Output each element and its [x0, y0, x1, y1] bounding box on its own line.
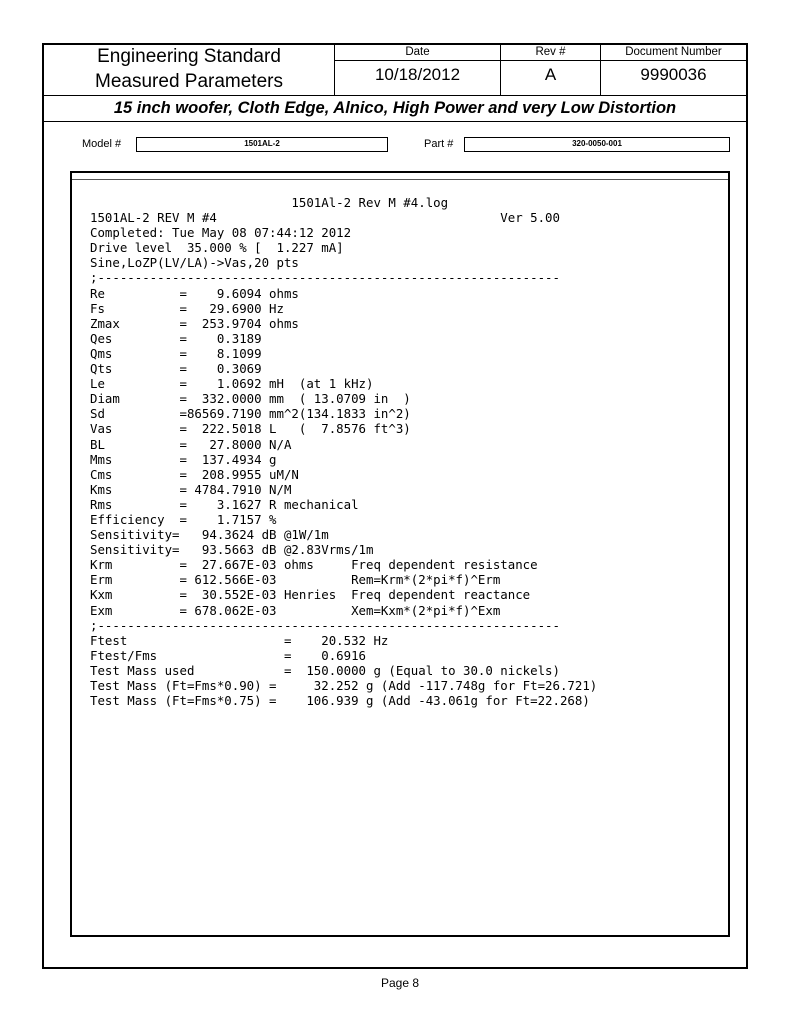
document-sheet — [42, 43, 748, 969]
log-line: Qts = 0.3069 — [90, 361, 262, 377]
part-label: Part # — [424, 138, 454, 150]
log-line: 1501Al-2 Rev M #4.log — [90, 195, 449, 210]
model-part-row — [44, 135, 746, 155]
log-line: Test Mass (Ft=Fms*0.75) = 106.939 g (Add -43.061g for Ft=22.268) — [90, 693, 590, 709]
log-line: Test Mass (Ft=Fms*0.90) = 32.252 g (Add -117.748g for Ft=26.721) — [90, 678, 598, 693]
log-line: Le = 1.0692 mH (at 1 kHz) — [90, 376, 374, 392]
log-line: Sd =86569.7190 mm^2(134.1833 in^2) — [90, 406, 411, 422]
log-line: Test Mass used = 150.0000 g (Equal to 30.0 nickels) — [90, 662, 560, 678]
log-line: 1501AL-2 REV M #4 Ver 5.00 — [90, 210, 560, 226]
measurement-log-text — [90, 195, 710, 708]
rev-value: A — [544, 65, 557, 84]
log-line: Kms = 4784.7910 N/M — [90, 481, 292, 497]
log-line: Drive level 35.000 % [ 1.227 mA] — [90, 240, 344, 256]
model-label: Model # — [82, 138, 122, 150]
log-line: Ftest = 20.532 Hz — [90, 632, 389, 648]
log-line: Mms = 137.4934 g — [90, 451, 277, 467]
log-line: Ftest/Fms = 0.6916 — [90, 647, 367, 663]
log-line: Qms = 8.1099 — [90, 345, 262, 361]
log-line: Kxm = 30.552E-03 Henries Freq dependent reactance — [90, 587, 531, 603]
title-line-1: Engineering Standard — [97, 46, 281, 67]
log-line: Exm = 678.062E-03 Xem=Kxm*(2*pi*f)^Exm — [90, 602, 501, 618]
date-cell — [334, 45, 500, 95]
page-number: Page 8 — [380, 976, 420, 990]
log-line: Rms = 3.1627 R mechanical — [90, 496, 359, 512]
model-field: 1501AL-2 — [136, 137, 388, 152]
log-line: Qes = 0.3189 — [90, 330, 262, 346]
document-number-value: 9990036 — [640, 65, 707, 84]
measurement-log-panel — [70, 171, 730, 937]
log-line: Sensitivity= 94.3624 dB @1W/1m — [90, 527, 329, 543]
document-number-label: Document Number — [601, 45, 746, 61]
log-line: Cms = 208.9955 uM/N — [90, 466, 299, 482]
date-label: Date — [335, 45, 500, 61]
product-description: 15 inch woofer, Cloth Edge, Alnico, High Power and very Low Distortion — [44, 96, 746, 122]
log-line: Fs = 29.6900 Hz — [90, 300, 284, 316]
log-line: Sine,LoZP(LV/LA)->Vas,20 pts — [90, 255, 299, 271]
log-line: BL = 27.8000 N/A — [90, 436, 292, 452]
log-top-rule — [72, 179, 728, 180]
title-block — [44, 45, 334, 95]
header-row — [44, 45, 746, 96]
log-line: ;-------------------------------------------------------------- — [90, 270, 560, 286]
log-line: Efficiency = 1.7157 % — [90, 511, 277, 527]
log-line: Krm = 27.667E-03 ohms Freq dependent resistance — [90, 557, 538, 573]
log-line: Sensitivity= 93.5663 dB @2.83Vrms/1m — [90, 542, 374, 558]
rev-label: Rev # — [501, 45, 600, 61]
log-line: Zmax = 253.9704 ohms — [90, 315, 299, 331]
log-line: Diam = 332.0000 mm ( 13.0709 in ) — [90, 391, 411, 407]
log-line: Erm = 612.566E-03 Rem=Krm*(2*pi*f)^Erm — [90, 572, 501, 588]
log-line: Vas = 222.5018 L ( 7.8576 ft^3) — [90, 421, 411, 437]
date-value: 10/18/2012 — [374, 65, 461, 84]
log-line: Re = 9.6094 ohms — [90, 285, 299, 301]
part-field: 320-0050-001 — [464, 137, 730, 152]
title-line-2: Measured Parameters — [95, 71, 283, 92]
log-line: Completed: Tue May 08 07:44:12 2012 — [90, 225, 352, 241]
rev-cell — [500, 45, 600, 95]
document-number-cell — [600, 45, 746, 95]
log-line: ;-------------------------------------------------------------- — [90, 617, 560, 633]
